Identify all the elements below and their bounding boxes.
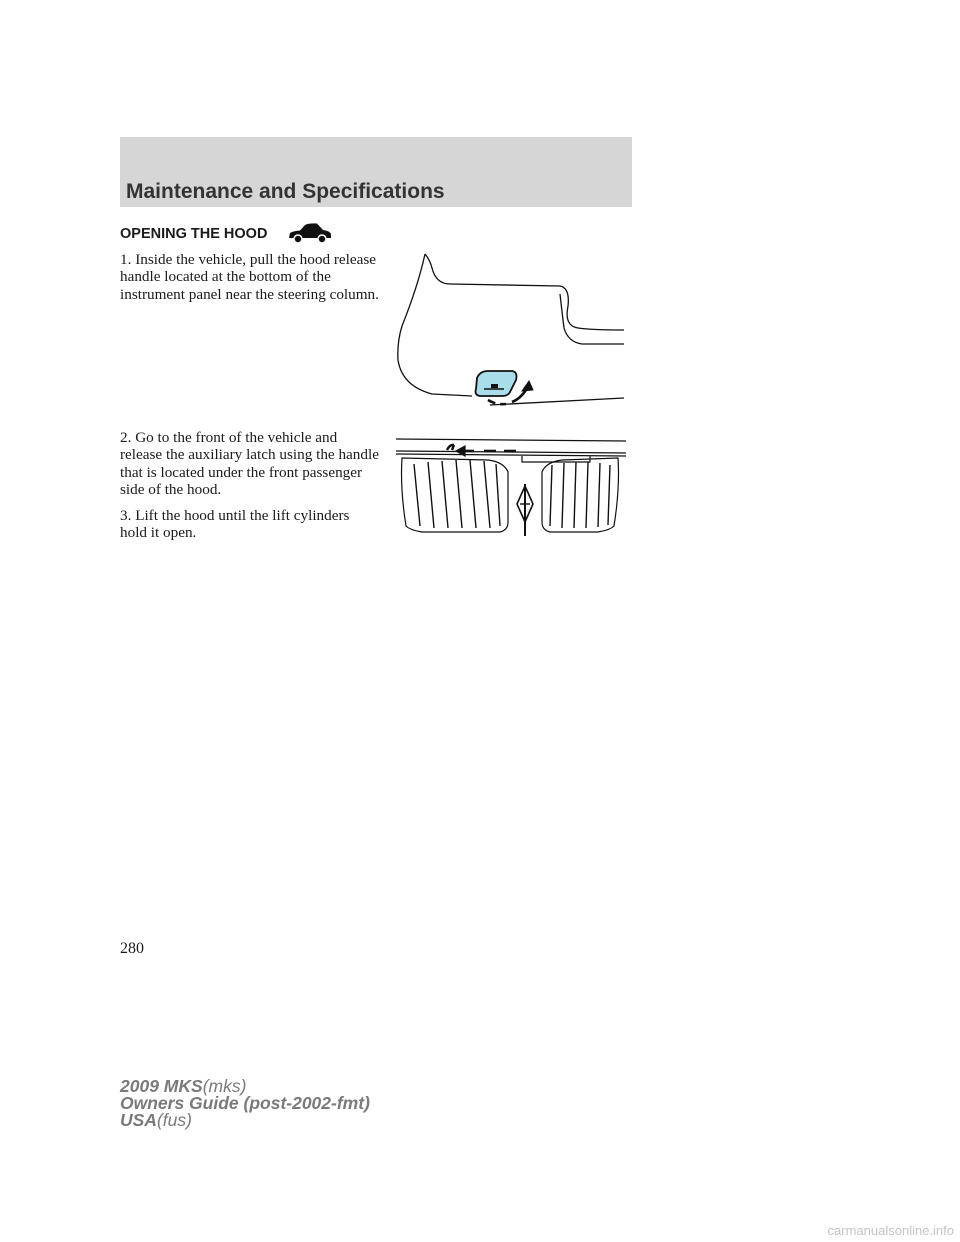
document-footer — [120, 1078, 370, 1129]
footer-market: USA — [120, 1110, 157, 1130]
step-2-text: 2. Go to the front of the vehicle and release the auxiliary latch using the handle that is located under the front passenger side of the hood. — [120, 429, 379, 499]
footer-model-code: (mks) — [202, 1076, 247, 1096]
car-icon — [287, 221, 333, 245]
hood-release-handle-illustration — [392, 250, 628, 410]
watermark: carmanualsonline.info — [827, 1223, 954, 1238]
footer-guide: Owners Guide (post-2002-fmt) — [120, 1093, 370, 1113]
step-3-text: 3. Lift the hood until the lift cylinders hold it open. — [120, 507, 350, 542]
page-number: 280 — [120, 940, 144, 957]
auxiliary-latch-grille-illustration — [392, 432, 628, 540]
lincoln-emblem — [517, 484, 533, 536]
footer-model: 2009 MKS — [120, 1076, 203, 1096]
footer-line-3 — [120, 1112, 370, 1129]
release-handle — [476, 371, 517, 396]
section-heading: OPENING THE HOOD — [120, 226, 268, 242]
footer-market-code: (fus) — [156, 1110, 192, 1130]
page-header-title: Maintenance and Specifications — [126, 180, 445, 203]
step-1-text: 1. Inside the vehicle, pull the hood release handle located at the bottom of the instrument panel near the steering column. — [120, 251, 379, 303]
